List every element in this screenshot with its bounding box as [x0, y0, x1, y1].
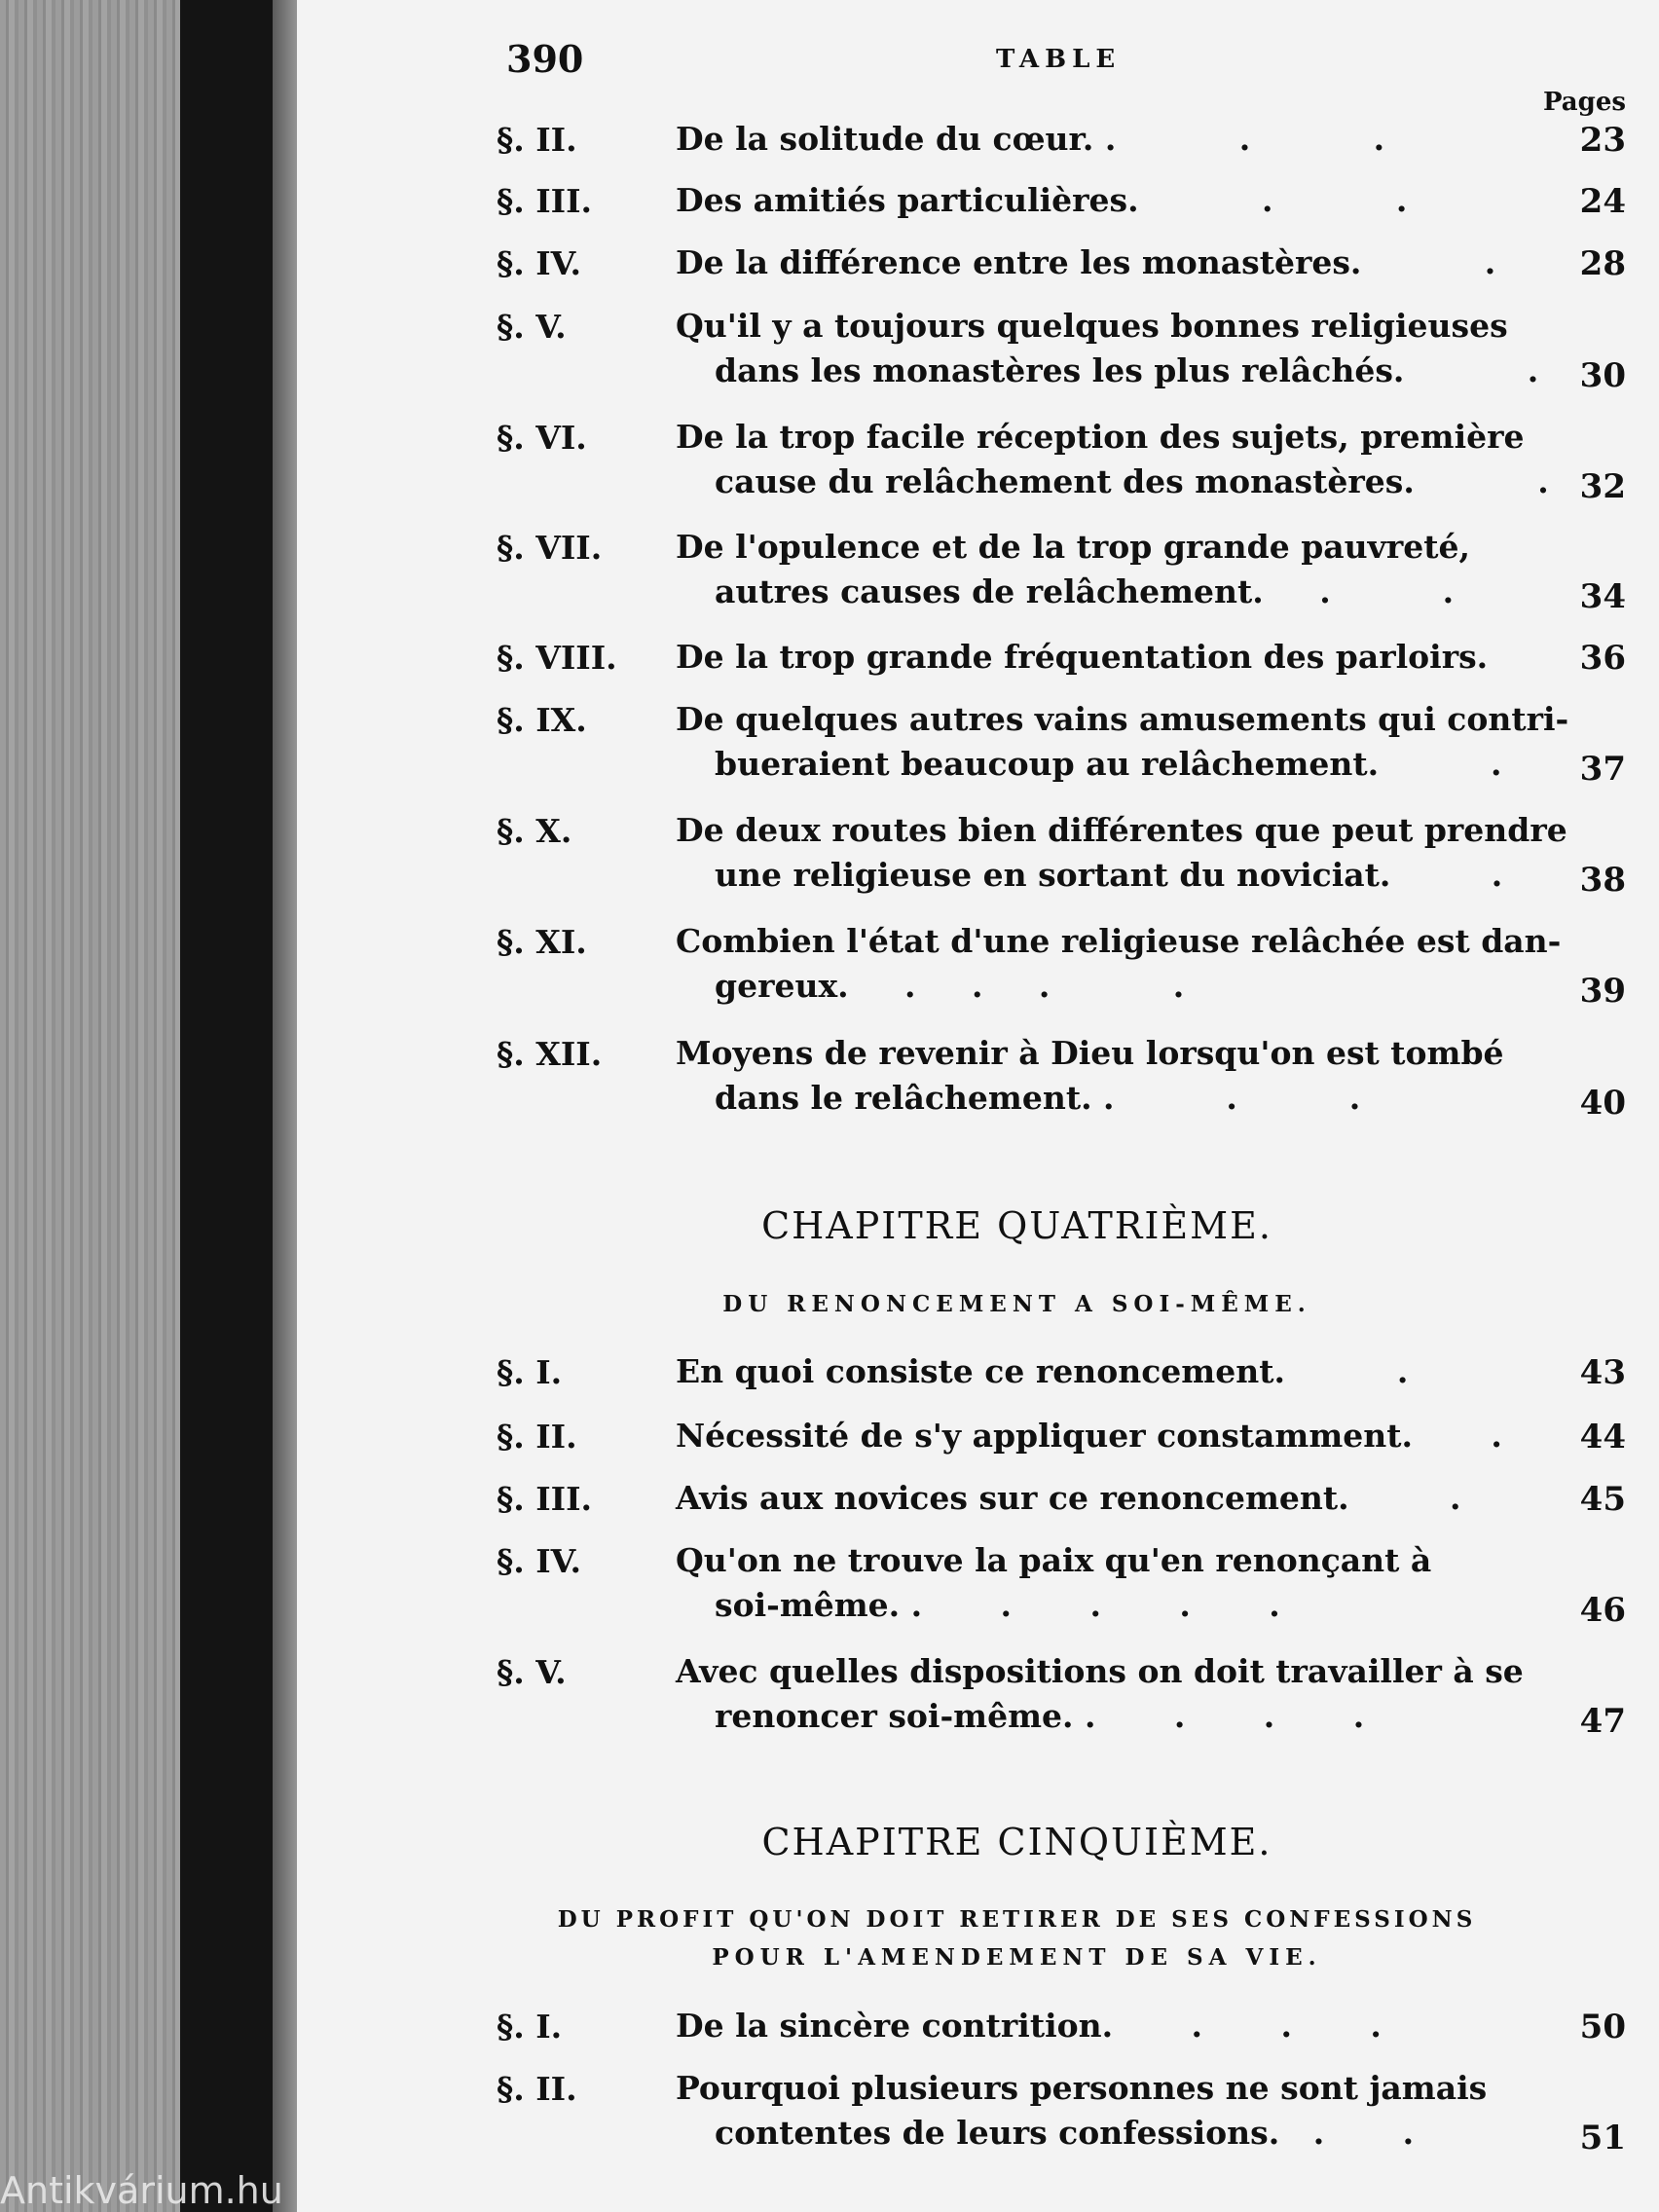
toc-entry-line: De quelques autres vains amusements qui contri-	[676, 700, 1569, 738]
toc-entry-page: 28	[1579, 244, 1626, 283]
chapter-4-title: CHAPITRE QUATRIÈME.	[761, 1204, 1272, 1247]
toc-entry-line: De la solitude du cœur. . . .	[676, 120, 1385, 158]
toc-entry-line: dans les monastères les plus relâchés. .	[715, 351, 1539, 389]
page-number: 390	[506, 37, 584, 81]
toc-entry-title	[676, 240, 1659, 285]
toc-entry-page: 47	[1579, 1702, 1626, 1741]
toc-entry-number: §. XII.	[497, 1035, 603, 1073]
toc-entry-page: 45	[1579, 1480, 1626, 1519]
toc-entry-page: 51	[1579, 2119, 1626, 2157]
toc-entry-line: une religieuse en sortant du noviciat. .	[715, 856, 1503, 894]
toc-entry-title	[676, 1538, 1659, 1628]
toc-entry-number: §. VIII.	[497, 639, 617, 677]
toc-entry-line: De la trop grande fréquentation des parloirs.	[676, 638, 1489, 676]
book-binding-left	[0, 0, 180, 2212]
toc-entry-title	[676, 525, 1659, 614]
toc-entry-line: Pourquoi plusieurs personnes ne sont jamais	[676, 2069, 1488, 2107]
toc-entry-page: 46	[1579, 1591, 1626, 1630]
toc-entry-line: autres causes de relâchement. . .	[715, 572, 1455, 610]
toc-entry-line: Avec quelles dispositions on doit travailler à se	[676, 1652, 1524, 1690]
toc-entry-line: Moyens de revenir à Dieu lorsqu'on est tombé	[676, 1034, 1504, 1072]
toc-entry-line: gereux. . . . .	[715, 967, 1185, 1005]
toc-entry-number: §. XI.	[497, 923, 587, 961]
toc-entry-number: §. I.	[497, 1353, 563, 1391]
toc-entry-title	[676, 2004, 1659, 2048]
toc-entry-line: bueraient beaucoup au relâchement. .	[715, 745, 1502, 783]
toc-entry-title	[676, 117, 1659, 162]
watermark: Antikvárium.hu	[0, 2169, 283, 2212]
book-page	[297, 0, 1659, 2212]
toc-entry-line: De l'opulence et de la trop grande pauvreté,	[676, 528, 1470, 566]
toc-entry-page: 44	[1579, 1418, 1626, 1456]
toc-entry-line: contentes de leurs confessions. . .	[715, 2114, 1415, 2152]
toc-entry-page: 38	[1579, 861, 1626, 900]
toc-entry-page: 30	[1579, 356, 1626, 395]
chapter-5-subtitle-line-1: DU PROFIT QU'ON DOIT RETIRER DE SES CONFESSIONS	[557, 1906, 1477, 1933]
toc-entry-line: Avis aux novices sur ce renoncement. .	[676, 1479, 1461, 1517]
toc-entry-number: §. II.	[497, 1418, 577, 1456]
toc-entry-title	[676, 1349, 1659, 1394]
toc-entry-number: §. III.	[497, 182, 593, 220]
toc-entry-title	[676, 1476, 1659, 1521]
toc-entry-page: 36	[1579, 639, 1626, 678]
toc-entry-number: §. III.	[497, 1480, 593, 1518]
toc-entry-page: 23	[1579, 121, 1626, 160]
toc-entry-line: Qu'on ne trouve la paix qu'en renonçant à	[676, 1541, 1432, 1579]
toc-entry-line: dans le relâchement. . . .	[715, 1079, 1361, 1117]
toc-entry-page: 34	[1579, 577, 1626, 616]
toc-entry-line: soi-même. . . . . .	[715, 1586, 1280, 1624]
toc-entry-page: 24	[1579, 182, 1626, 221]
toc-entry-line: De la différence entre les monastères. .	[676, 243, 1496, 281]
toc-entry-title	[676, 2066, 1659, 2156]
toc-entry-line: De deux routes bien différentes que peut prendre	[676, 811, 1567, 849]
book-spine	[180, 0, 273, 2212]
running-title: TABLE	[996, 45, 1122, 74]
chapter-4-subtitle: DU RENONCEMENT A SOI-MÊME.	[722, 1291, 1311, 1317]
toc-entry-number: §. IV.	[497, 1542, 581, 1580]
toc-entry-line: De la trop facile réception des sujets, première	[676, 418, 1525, 456]
toc-entry-title	[676, 1649, 1659, 1739]
toc-entry-page: 40	[1579, 1084, 1626, 1123]
toc-entry-number: §. VII.	[497, 529, 603, 567]
chapter-5-title: CHAPITRE CINQUIÈME.	[761, 1821, 1272, 1863]
toc-entry-number: §. IV.	[497, 244, 581, 282]
toc-entry-page: 32	[1579, 467, 1626, 506]
toc-entry-line: renoncer soi-même. . . . .	[715, 1697, 1365, 1735]
toc-entry-number: §. IX.	[497, 701, 587, 739]
toc-entry-page: 37	[1579, 750, 1626, 789]
toc-entry-number: §. X.	[497, 812, 572, 850]
toc-entry-line: Nécessité de s'y appliquer constamment. .	[676, 1417, 1502, 1455]
pages-column-label: Pages	[1542, 88, 1626, 117]
page-header	[297, 37, 1659, 95]
toc-entry-number: §. V.	[497, 1653, 567, 1691]
toc-entry-title	[676, 635, 1659, 680]
toc-entry-line: De la sincère contrition. . . .	[676, 2007, 1382, 2045]
toc-entry-title	[676, 1031, 1659, 1121]
toc-entry-line: Qu'il y a toujours quelques bonnes religieuses	[676, 307, 1508, 345]
toc-entry-title	[676, 697, 1659, 787]
toc-entry-title	[676, 415, 1659, 504]
toc-entry-line: En quoi consiste ce renoncement. .	[676, 1352, 1409, 1390]
toc-entry-page: 39	[1579, 972, 1626, 1011]
toc-entry-title	[676, 304, 1659, 393]
toc-entry-title	[676, 178, 1659, 223]
toc-entry-title	[676, 919, 1659, 1009]
toc-entry-page: 50	[1579, 2008, 1626, 2046]
toc-entry-page: 43	[1579, 1353, 1626, 1392]
toc-entry-number: §. I.	[497, 2008, 563, 2046]
toc-entry-number: §. II.	[497, 2070, 577, 2108]
toc-entry-line: cause du relâchement des monastères. .	[715, 462, 1549, 500]
toc-entry-number: §. VI.	[497, 419, 587, 457]
toc-entry-title	[676, 808, 1659, 898]
toc-entry-title	[676, 1414, 1659, 1458]
toc-entry-line: Combien l'état d'une religieuse relâchée est dan-	[676, 922, 1562, 960]
toc-entry-number: §. V.	[497, 308, 567, 346]
toc-entry-line: Des amitiés particulières. . .	[676, 181, 1408, 219]
toc-entry-number: §. II.	[497, 121, 577, 159]
chapter-5-subtitle-line-2: POUR L'AMENDEMENT DE SA VIE.	[712, 1944, 1322, 1971]
